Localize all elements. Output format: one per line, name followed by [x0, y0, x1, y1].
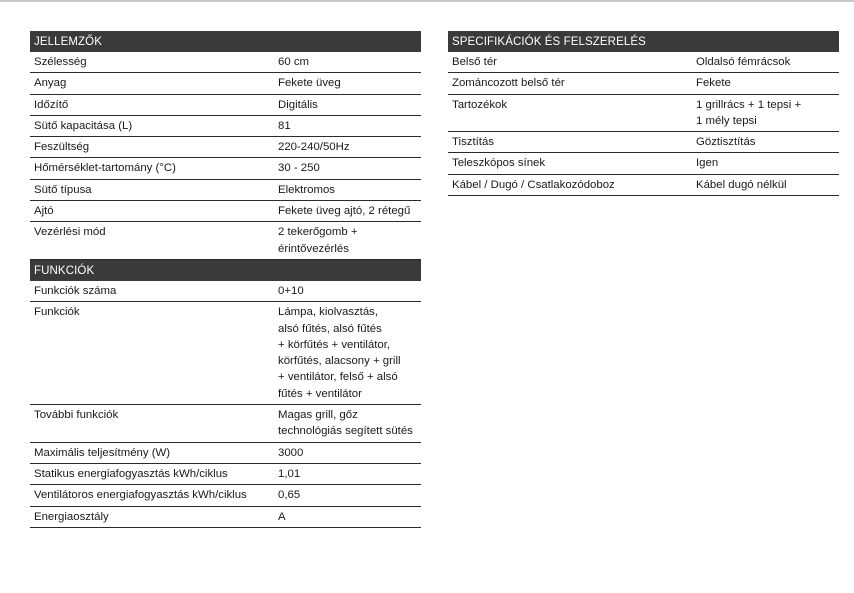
- row-label: Teleszkópos sínek: [452, 157, 546, 170]
- row-value: Fekete: [696, 77, 731, 90]
- row-label: Vezérlési mód: [34, 226, 106, 239]
- row-label: Időzítő: [34, 98, 69, 111]
- row-label: Funkciók száma: [34, 284, 117, 297]
- table-row: [30, 507, 421, 528]
- row-value: 1 grillrács + 1 tepsi + 1 mély tepsi: [696, 98, 802, 127]
- row-label: Funkciók: [34, 306, 80, 319]
- table-row: [30, 180, 421, 201]
- row-value: Oldalsó fémrácsok: [696, 56, 791, 68]
- row-value: 81: [278, 119, 291, 132]
- table-row: [30, 158, 421, 179]
- table-row: [30, 73, 421, 94]
- row-value: Fekete üveg: [278, 77, 341, 90]
- row-label: Kábel / Dugó / Csatlakozódoboz: [452, 178, 615, 191]
- row-value: Göztisztítás: [696, 136, 756, 149]
- row-label: Tisztítás: [452, 136, 494, 149]
- row-label: Zománcozott belső tér: [452, 77, 565, 90]
- row-label: Statikus energiafogyasztás kWh/ciklus: [34, 467, 228, 480]
- table-row: [30, 222, 421, 260]
- row-label: Hőmérséklet-tartomány (°C): [34, 162, 176, 175]
- left-spec-table: [30, 31, 421, 528]
- row-value: Magas grill, gőz technológiás segített sütés: [278, 409, 413, 438]
- row-label: Szélesség: [34, 56, 87, 68]
- row-value: 220-240/50Hz: [278, 141, 350, 154]
- table-row: [448, 95, 839, 133]
- row-value: 1,01: [278, 467, 301, 480]
- table-row: [30, 116, 421, 137]
- table-row: [30, 137, 421, 158]
- table-row: [30, 201, 421, 222]
- table-row: [448, 52, 839, 73]
- table-row: [448, 153, 839, 174]
- row-value: Igen: [696, 157, 719, 170]
- right-spec-table: [448, 31, 839, 196]
- row-value: Digitális: [278, 98, 318, 111]
- row-label: További funkciók: [34, 409, 119, 422]
- row-label: Feszültség: [34, 141, 90, 154]
- row-label: Ventilátoros energiafogyasztás kWh/ciklus: [34, 489, 247, 502]
- row-label: Tartozékok: [452, 98, 508, 111]
- table-row: [30, 443, 421, 464]
- row-value: 60 cm: [278, 56, 310, 68]
- row-value: Lámpa, kiolvasztás, alsó fűtés, alsó fűtés + körfűtés + ventilátor, körfűtés, alacsony + grill + ventilátor, felső + alsó fűtés + ventilátor: [278, 306, 401, 400]
- row-value: 2 tekerőgomb + érintővezérlés: [278, 226, 358, 255]
- section-header-jellemzok: JELLEMZŐK: [30, 31, 421, 52]
- row-value: Fekete üveg ajtó, 2 rétegű: [278, 205, 411, 218]
- row-label: Energiaosztály: [34, 510, 109, 523]
- row-label: Maximális teljesítmény (W): [34, 446, 171, 459]
- table-row: [448, 175, 839, 196]
- table-row: [30, 281, 421, 302]
- table-row: [30, 485, 421, 506]
- top-divider: [0, 0, 854, 2]
- table-row: [30, 95, 421, 116]
- row-label: Ajtó: [34, 205, 54, 218]
- table-row: [448, 73, 839, 94]
- row-label: Sütő kapacitása (L): [34, 119, 133, 132]
- row-value: 3000: [278, 446, 304, 459]
- section-header-specifikaciok: SPECIFIKÁCIÓK ÉS FELSZERELÉS: [448, 31, 839, 52]
- table-row: [30, 405, 421, 443]
- row-value: Kábel dugó nélkül: [696, 178, 787, 191]
- row-value: A: [278, 510, 286, 523]
- row-label: Belső tér: [452, 56, 497, 68]
- row-label: Anyag: [34, 77, 67, 90]
- row-value: 30 - 250: [278, 162, 320, 175]
- table-row: [30, 464, 421, 485]
- table-row: [30, 52, 421, 73]
- row-value: Elektromos: [278, 183, 335, 196]
- section-header-funkciok: FUNKCIÓK: [30, 260, 421, 281]
- row-value: 0,65: [278, 489, 301, 502]
- table-row: [30, 302, 421, 405]
- table-row: [448, 132, 839, 153]
- row-value: 0+10: [278, 284, 304, 297]
- row-label: Sütő típusa: [34, 183, 92, 196]
